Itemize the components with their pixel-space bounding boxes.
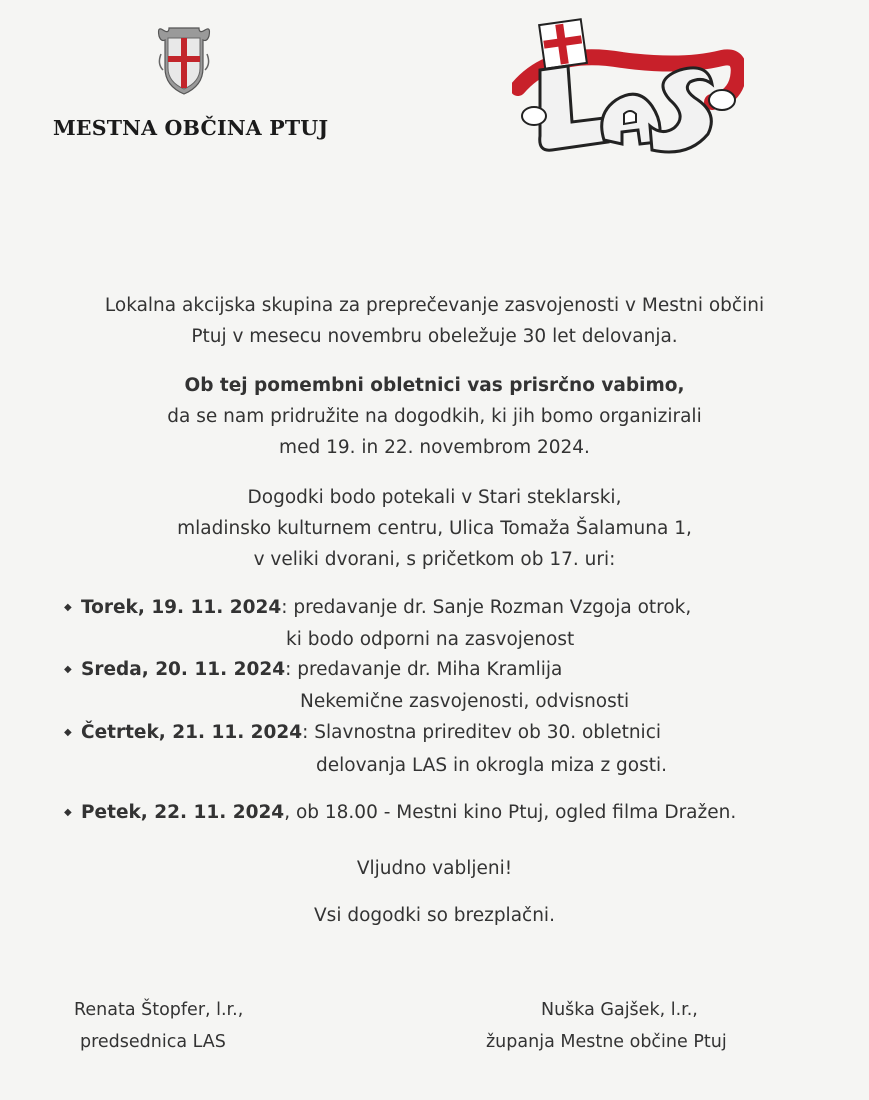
event-item bbox=[64, 592, 691, 623]
signature-right-title: županja Mestne občine Ptuj bbox=[486, 1032, 727, 1052]
venue-line-3: v veliki dvorani, s pričetkom ob 17. uri: bbox=[253, 549, 616, 570]
signature-left bbox=[74, 994, 243, 1058]
event-date: Četrtek, 21. 11. 2024 bbox=[81, 722, 303, 743]
event-text: , ob 18.00 - Mestni kino Ptuj, ogled filma Dražen. bbox=[284, 802, 737, 823]
event-item bbox=[64, 654, 562, 685]
event-continuation: delovanja LAS in okrogla miza z gosti. bbox=[316, 755, 668, 776]
bullet-icon: ◆ bbox=[64, 807, 72, 818]
event-continuation: Nekemične zasvojenosti, odvisnosti bbox=[300, 691, 630, 712]
las-logo-icon bbox=[512, 18, 744, 158]
coat-of-arms-icon bbox=[155, 24, 213, 96]
event-text: : Slavnostna prireditev ob 30. obletnici bbox=[302, 722, 662, 743]
invitation-paragraph bbox=[0, 370, 869, 463]
municipality-name: MESTNA OBČINA PTUJ bbox=[53, 116, 329, 140]
event-text: : predavanje dr. Miha Kramlija bbox=[285, 659, 563, 680]
bullet-icon: ◆ bbox=[64, 727, 72, 738]
event-date: Torek, 19. 11. 2024 bbox=[81, 597, 282, 618]
venue-line-2: mladinsko kulturnem centru, Ulica Tomaža Šalamuna 1, bbox=[177, 518, 692, 539]
event-date: Sreda, 20. 11. 2024 bbox=[81, 659, 286, 680]
signature-left-name: Renata Štopfer, l.r., bbox=[74, 1000, 244, 1020]
invitation-line-1: Ob tej pomembni obletnici vas prisrčno vabimo, bbox=[184, 375, 685, 396]
bullet-icon: ◆ bbox=[64, 664, 72, 675]
event-continuation: ki bodo odporni na zasvojenost bbox=[286, 629, 575, 650]
event-item bbox=[64, 717, 661, 748]
intro-line-2: Ptuj v mesecu novembru obeležuje 30 let delovanja. bbox=[191, 326, 678, 347]
signature-right-name: Nuška Gajšek, l.r., bbox=[541, 1000, 698, 1020]
intro-line-1: Lokalna akcijska skupina za preprečevanje zasvojenosti v Mestni občini bbox=[104, 295, 765, 316]
event-date: Petek, 22. 11. 2024 bbox=[81, 802, 285, 823]
signature-right bbox=[486, 994, 727, 1058]
invitation-line-2: da se nam pridružite na dogodkih, ki jih bomo organizirali bbox=[167, 406, 702, 427]
invitation-line-3: med 19. in 22. novembrom 2024. bbox=[279, 437, 590, 458]
signature-left-title: predsednica LAS bbox=[80, 1032, 226, 1052]
intro-paragraph bbox=[0, 290, 869, 352]
closing-free-entry: Vsi dogodki so brezplačni. bbox=[314, 905, 555, 926]
venue-line-1: Dogodki bodo potekali v Stari steklarski, bbox=[247, 487, 622, 508]
event-item bbox=[64, 797, 736, 828]
event-text: : predavanje dr. Sanje Rozman Vzgoja otrok, bbox=[281, 597, 692, 618]
bullet-icon: ◆ bbox=[64, 602, 72, 613]
closing-welcome: Vljudno vabljeni! bbox=[356, 858, 513, 879]
venue-paragraph bbox=[0, 482, 869, 575]
